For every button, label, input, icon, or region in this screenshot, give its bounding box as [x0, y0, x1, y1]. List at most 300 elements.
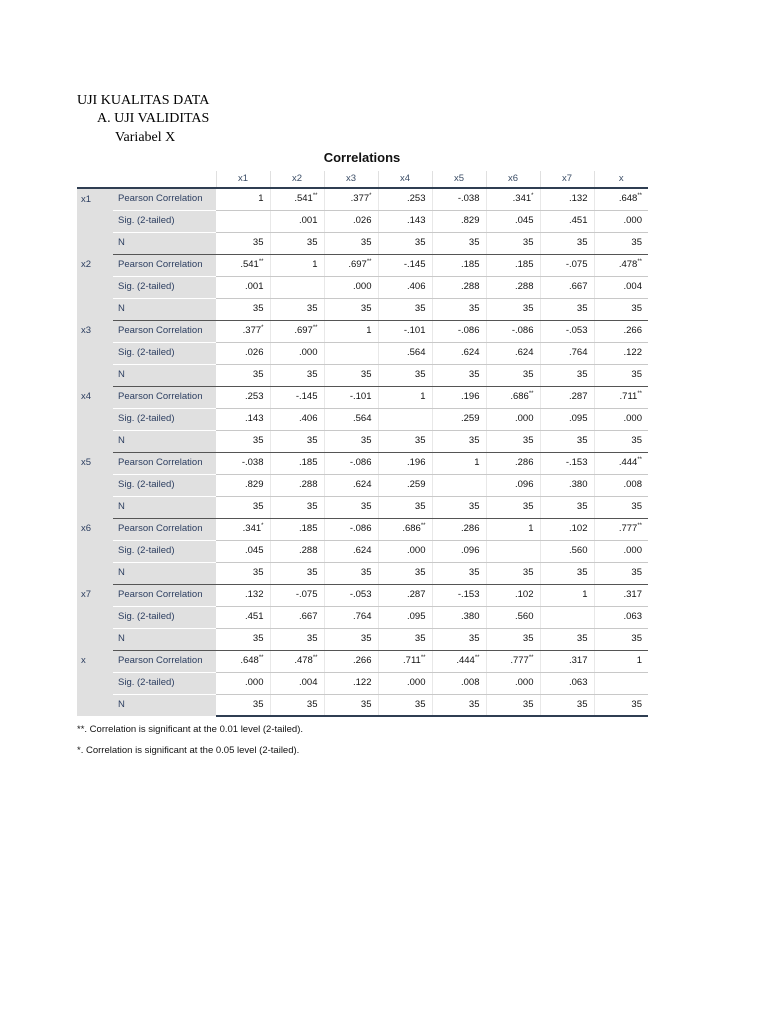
cell-value: .697: [348, 259, 367, 270]
statistic-label: Pearson Correlation: [113, 452, 216, 474]
table-cell: [486, 474, 540, 496]
table-cell: [324, 386, 378, 408]
cell-value: 35: [468, 633, 480, 644]
table-cell: [594, 254, 648, 276]
cell-value: -.101: [349, 391, 372, 402]
table-cell: [432, 276, 486, 298]
cell-value: .564: [407, 347, 426, 358]
cell-value: 35: [576, 633, 588, 644]
table-cell: [324, 320, 378, 342]
table-row: [77, 672, 648, 694]
cell-value: .317: [623, 589, 642, 600]
cell-value: 1: [636, 655, 642, 666]
cell-value: .004: [623, 281, 642, 292]
cell-value: 35: [522, 567, 534, 578]
cell-value: .122: [353, 677, 372, 688]
table-cell: [594, 540, 648, 562]
table-cell: [594, 584, 648, 606]
cell-value: .063: [569, 677, 588, 688]
table-cell: [324, 474, 378, 496]
row-variable-label: x: [77, 650, 113, 716]
cell-value: 35: [252, 237, 264, 248]
cell-value: .686: [510, 391, 529, 402]
table-cell: [432, 210, 486, 232]
table-cell: [540, 496, 594, 518]
cell-value: .648: [618, 193, 638, 205]
cell-value: 35: [576, 369, 588, 380]
cell-value: 35: [631, 633, 642, 644]
table-cell: [378, 232, 432, 254]
cell-value: 35: [414, 369, 426, 380]
cell-value: 35: [522, 237, 534, 248]
statistic-label: Sig. (2-tailed): [113, 276, 216, 298]
table-cell: [324, 188, 378, 210]
cell-value: .829: [461, 215, 480, 226]
cell-value: 35: [306, 435, 318, 446]
column-header: x4: [378, 171, 432, 188]
significance-marker: **: [637, 193, 642, 200]
column-header: x3: [324, 171, 378, 188]
table-cell: [594, 650, 648, 672]
cell-value: .341: [242, 523, 262, 534]
cell-value: .063: [623, 611, 642, 622]
cell-value: .000: [407, 545, 426, 556]
table-row: [77, 364, 648, 386]
table-cell: [486, 430, 540, 452]
cell-value: .777: [510, 655, 529, 666]
cell-value: .132: [245, 589, 264, 600]
table-cell: [216, 254, 270, 276]
cell-value: 35: [252, 369, 264, 380]
cell-value: .122: [623, 347, 642, 358]
cell-value: -.086: [349, 523, 372, 534]
statistic-label: N: [113, 628, 216, 650]
table-cell: [378, 254, 432, 276]
table-cell: [594, 606, 648, 628]
table-cell: [432, 474, 486, 496]
cell-value: .185: [299, 523, 318, 534]
cell-value: -.075: [295, 589, 318, 600]
cell-value: .541: [240, 259, 259, 270]
row-variable-label: x6: [77, 518, 113, 584]
table-cell: [432, 320, 486, 342]
cell-value: .143: [245, 413, 264, 424]
cell-value: .096: [515, 479, 534, 490]
cell-value: .286: [461, 523, 480, 534]
significance-marker: **: [312, 655, 318, 661]
table-cell: [270, 584, 324, 606]
cell-value: .406: [299, 413, 318, 424]
cell-value: .253: [407, 193, 426, 205]
cell-value: 35: [252, 633, 264, 644]
table-cell: [594, 276, 648, 298]
table-cell: [486, 320, 540, 342]
cell-value: .000: [515, 677, 534, 688]
table-cell: [540, 408, 594, 430]
table-cell: [432, 518, 486, 540]
cell-value: 35: [360, 698, 372, 710]
cell-value: 1: [528, 523, 534, 534]
cell-value: .001: [299, 215, 318, 226]
table-cell: [378, 408, 432, 430]
table-cell: [594, 694, 648, 716]
cell-value: .478: [618, 259, 638, 270]
cell-value: .287: [407, 589, 426, 600]
table-cell: [324, 650, 378, 672]
table-cell: [378, 188, 432, 210]
table-cell: [270, 694, 324, 716]
table-cell: [486, 342, 540, 364]
significance-marker: *: [369, 193, 372, 200]
table-title: Correlations: [323, 150, 401, 165]
table-cell: [540, 254, 594, 276]
cell-value: .095: [569, 413, 588, 424]
table-cell: [540, 650, 594, 672]
cell-value: -.153: [457, 589, 480, 600]
table-row: [77, 298, 648, 320]
table-row: [77, 320, 648, 342]
table-cell: [594, 562, 648, 584]
table-row: [77, 408, 648, 430]
cell-value: .377: [350, 193, 370, 205]
table-row: [77, 628, 648, 650]
cell-value: .000: [353, 281, 372, 292]
heading-sub: Variabel X: [115, 130, 176, 145]
cell-value: 35: [360, 633, 372, 644]
cell-value: .624: [461, 347, 480, 358]
cell-value: 35: [631, 303, 642, 314]
table-cell: [216, 342, 270, 364]
cell-value: -.101: [403, 325, 426, 336]
cell-value: 35: [576, 501, 588, 512]
table-row: [77, 210, 648, 232]
table-cell: [216, 452, 270, 474]
cell-value: 35: [522, 369, 534, 380]
table-cell: [432, 606, 486, 628]
table-cell: [594, 188, 648, 210]
cell-value: 1: [366, 325, 372, 336]
table-body: [77, 188, 648, 716]
table-cell: [432, 584, 486, 606]
table-row: [77, 342, 648, 364]
cell-value: 35: [252, 698, 264, 710]
heading-section: A. UJI VALIDITAS: [97, 111, 210, 126]
table-cell: [486, 452, 540, 474]
header-corner: [77, 171, 216, 188]
table-cell: [324, 298, 378, 320]
table-cell: [540, 540, 594, 562]
table-row: [77, 254, 648, 276]
table-cell: [540, 210, 594, 232]
table-cell: [540, 320, 594, 342]
table-cell: [432, 430, 486, 452]
table-cell: [324, 694, 378, 716]
cell-value: 35: [414, 237, 426, 248]
table-cell: [324, 342, 378, 364]
cell-value: 35: [468, 698, 480, 710]
cell-value: 35: [468, 501, 480, 512]
cell-value: .000: [623, 215, 642, 226]
table-cell: [486, 584, 540, 606]
cell-value: 35: [252, 435, 264, 446]
cell-value: 35: [360, 369, 372, 380]
statistic-label: N: [113, 496, 216, 518]
cell-value: .444: [456, 655, 475, 666]
cell-value: .451: [569, 215, 588, 226]
table-cell: [540, 386, 594, 408]
table-cell: [432, 694, 486, 716]
cell-value: 35: [522, 501, 534, 512]
table-cell: [594, 408, 648, 430]
cell-value: .000: [623, 545, 642, 556]
cell-value: 35: [306, 567, 318, 578]
row-variable-label: x3: [77, 320, 113, 386]
cell-value: 35: [306, 237, 318, 248]
cell-value: .008: [623, 479, 642, 490]
table-cell: [216, 694, 270, 716]
cell-value: -.086: [349, 457, 372, 468]
table-cell: [486, 628, 540, 650]
table-cell: [324, 540, 378, 562]
table-cell: [486, 232, 540, 254]
table-cell: [486, 562, 540, 584]
significance-marker: **: [420, 523, 426, 529]
table-row: [77, 562, 648, 584]
cell-value: .380: [569, 479, 588, 490]
table-cell: [486, 672, 540, 694]
table-row: [77, 650, 648, 672]
significance-marker: **: [366, 259, 372, 265]
table-cell: [324, 584, 378, 606]
table-cell: [540, 364, 594, 386]
cell-value: .288: [299, 545, 318, 556]
cell-value: -.086: [511, 325, 534, 336]
table-row: [77, 694, 648, 716]
footnote-001: **. Correlation is significant at the 0.01 level (2-tailed).: [77, 724, 304, 735]
statistic-label: Pearson Correlation: [113, 386, 216, 408]
table-cell: [270, 474, 324, 496]
table-cell: [216, 518, 270, 540]
statistic-label: N: [113, 694, 216, 716]
cell-value: 35: [576, 698, 588, 710]
table-cell: [270, 386, 324, 408]
table-cell: [378, 628, 432, 650]
table-cell: [216, 584, 270, 606]
cell-value: .000: [407, 677, 426, 688]
cell-value: .143: [407, 215, 426, 226]
cell-value: 35: [360, 501, 372, 512]
table-cell: [540, 276, 594, 298]
table-cell: [216, 606, 270, 628]
table-row: [77, 232, 648, 254]
table-cell: [270, 518, 324, 540]
cell-value: .764: [569, 347, 588, 358]
cell-value: .026: [245, 347, 264, 358]
cell-value: 35: [468, 237, 480, 248]
statistic-label: N: [113, 430, 216, 452]
table-cell: [540, 694, 594, 716]
table-cell: [486, 188, 540, 210]
table-cell: [540, 672, 594, 694]
cell-value: 35: [252, 303, 264, 314]
cell-value: .026: [353, 215, 372, 226]
table-cell: [594, 210, 648, 232]
cell-value: 35: [414, 501, 426, 512]
table-row: [77, 606, 648, 628]
footnote-005: *. Correlation is significant at the 0.05 level (2-tailed).: [77, 745, 300, 756]
cell-value: .711: [619, 391, 638, 402]
cell-value: 35: [306, 633, 318, 644]
cell-value: 35: [576, 435, 588, 446]
table-cell: [216, 430, 270, 452]
cell-value: 35: [522, 435, 534, 446]
cell-value: .560: [515, 611, 534, 622]
statistic-label: Sig. (2-tailed): [113, 408, 216, 430]
table-cell: [432, 408, 486, 430]
cell-value: 1: [420, 391, 426, 402]
significance-marker: **: [420, 655, 426, 661]
table-cell: [324, 672, 378, 694]
statistic-label: Sig. (2-tailed): [113, 606, 216, 628]
table-cell: [216, 496, 270, 518]
table-row: [77, 474, 648, 496]
cell-value: .624: [353, 479, 372, 490]
table-cell: [216, 210, 270, 232]
column-header: x7: [540, 171, 594, 188]
significance-marker: **: [637, 391, 642, 397]
significance-marker: **: [528, 655, 534, 661]
cell-value: .132: [569, 193, 588, 205]
table-cell: [216, 562, 270, 584]
table-cell: [324, 518, 378, 540]
table-cell: [270, 276, 324, 298]
table-cell: [594, 298, 648, 320]
statistic-label: Pearson Correlation: [113, 584, 216, 606]
table-cell: [324, 430, 378, 452]
cell-value: .286: [515, 457, 534, 468]
cell-value: .341: [512, 193, 532, 205]
significance-marker: *: [261, 325, 264, 331]
cell-value: 35: [468, 369, 480, 380]
table-cell: [270, 650, 324, 672]
row-variable-label: x5: [77, 452, 113, 518]
table-cell: [270, 254, 324, 276]
cell-value: .686: [402, 523, 421, 534]
table-row: [77, 430, 648, 452]
table-cell: [378, 320, 432, 342]
column-header: x1: [216, 171, 270, 188]
cell-value: .541: [294, 193, 313, 205]
statistic-label: Pearson Correlation: [113, 650, 216, 672]
cell-value: 35: [468, 567, 480, 578]
table-cell: [378, 342, 432, 364]
cell-value: .185: [299, 457, 318, 468]
table-cell: [432, 386, 486, 408]
table-cell: [216, 628, 270, 650]
cell-value: .667: [569, 281, 588, 292]
cell-value: .102: [569, 523, 588, 534]
cell-value: .667: [299, 611, 318, 622]
cell-value: .648: [240, 655, 259, 666]
significance-marker: **: [637, 259, 642, 265]
table-cell: [378, 650, 432, 672]
statistic-label: Sig. (2-tailed): [113, 210, 216, 232]
table-cell: [378, 518, 432, 540]
table-cell: [270, 232, 324, 254]
table-cell: [540, 188, 594, 210]
table-cell: [486, 518, 540, 540]
table-cell: [432, 496, 486, 518]
column-header: x6: [486, 171, 540, 188]
table-cell: [486, 298, 540, 320]
cell-value: 35: [414, 303, 426, 314]
table-cell: [540, 342, 594, 364]
table-cell: [594, 672, 648, 694]
table-cell: [270, 408, 324, 430]
column-header: x: [594, 171, 648, 188]
cell-value: -.038: [457, 193, 480, 205]
table-row: [77, 496, 648, 518]
cell-value: .288: [515, 281, 534, 292]
table-cell: [486, 364, 540, 386]
table-cell: [378, 584, 432, 606]
cell-value: 35: [360, 435, 372, 446]
heading-main: UJI KUALITAS DATA: [77, 93, 210, 108]
table-cell: [216, 386, 270, 408]
cell-value: 35: [631, 237, 642, 248]
table-cell: [378, 606, 432, 628]
significance-marker: **: [637, 457, 642, 463]
table-cell: [378, 562, 432, 584]
table-cell: [270, 606, 324, 628]
row-variable-label: x7: [77, 584, 113, 650]
cell-value: .102: [515, 589, 534, 600]
table-cell: [324, 210, 378, 232]
cell-value: .829: [245, 479, 264, 490]
cell-value: 35: [252, 567, 264, 578]
cell-value: -.053: [349, 589, 372, 600]
statistic-label: N: [113, 364, 216, 386]
cell-value: .380: [461, 611, 480, 622]
cell-value: .096: [461, 545, 480, 556]
cell-value: .711: [403, 655, 421, 666]
cell-value: .478: [294, 655, 313, 666]
cell-value: .095: [407, 611, 426, 622]
table-cell: [324, 276, 378, 298]
cell-value: 35: [414, 698, 426, 710]
statistic-label: Sig. (2-tailed): [113, 540, 216, 562]
table-cell: [378, 430, 432, 452]
statistic-label: Pearson Correlation: [113, 518, 216, 540]
cell-value: 35: [360, 567, 372, 578]
table-header-row: [77, 171, 648, 188]
statistic-label: Pearson Correlation: [113, 188, 216, 210]
table-cell: [540, 518, 594, 540]
statistic-label: N: [113, 232, 216, 254]
table-cell: [594, 430, 648, 452]
table-cell: [432, 540, 486, 562]
table-cell: [432, 232, 486, 254]
table-cell: [594, 364, 648, 386]
table-cell: [432, 188, 486, 210]
table-cell: [432, 254, 486, 276]
table-cell: [486, 650, 540, 672]
significance-marker: **: [258, 655, 264, 661]
cell-value: 35: [576, 303, 588, 314]
significance-marker: **: [312, 193, 318, 200]
table-cell: [324, 452, 378, 474]
table-cell: [432, 342, 486, 364]
